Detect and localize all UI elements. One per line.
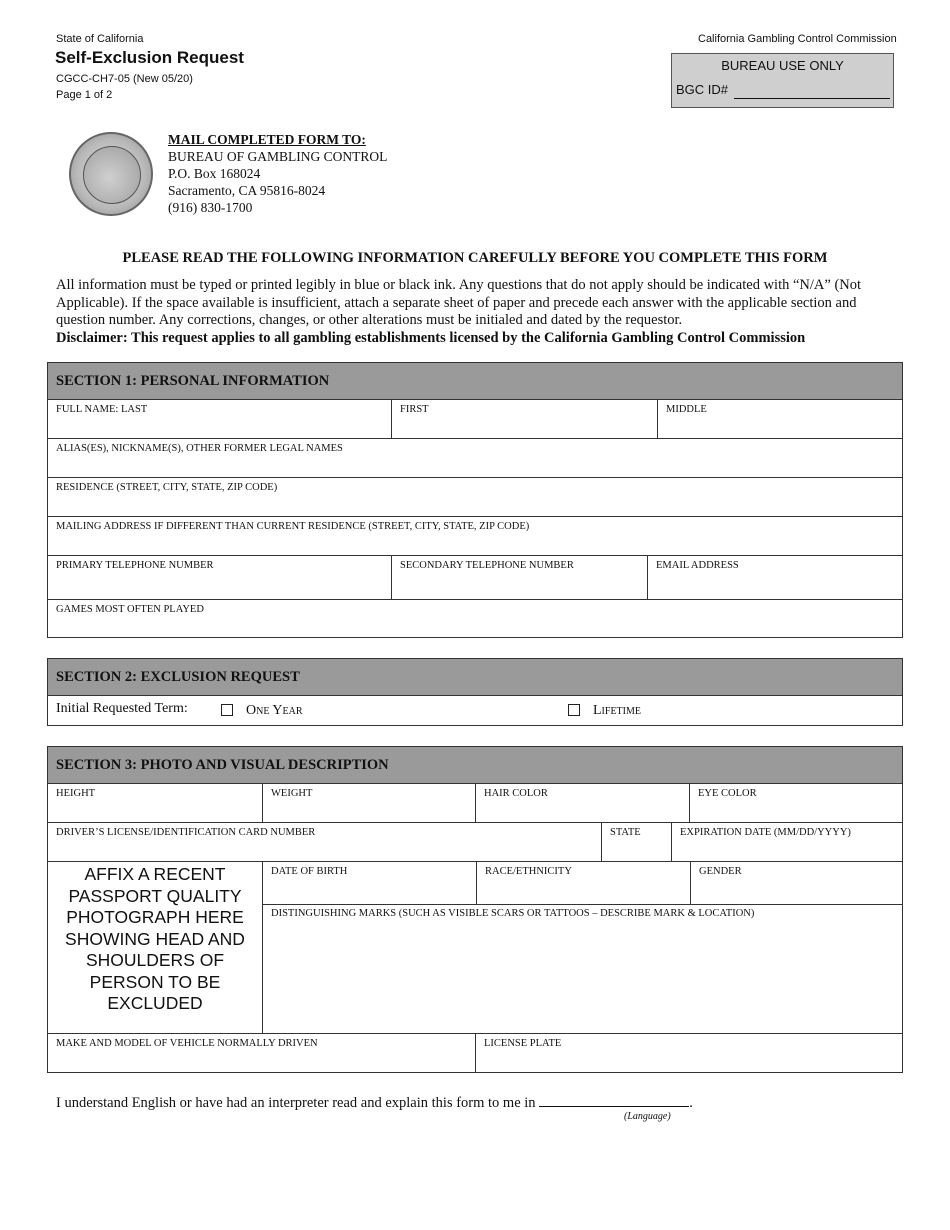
mail-line-2: P.O. Box 168024 bbox=[168, 166, 261, 181]
section-2-exclusion-request bbox=[47, 658, 903, 726]
language-caption: (Language) bbox=[624, 1111, 671, 1122]
section-1-personal-information bbox=[47, 362, 903, 638]
games-row bbox=[48, 600, 902, 637]
one-year-label: One Year bbox=[246, 703, 303, 718]
license-row bbox=[48, 823, 902, 862]
lifetime-label: Lifetime bbox=[593, 703, 641, 718]
language-statement-end: . bbox=[689, 1095, 693, 1111]
date-of-birth-field[interactable]: DATE OF BIRTH bbox=[271, 866, 348, 877]
secondary-phone-field[interactable]: SECONDARY TELEPHONE NUMBER bbox=[391, 556, 647, 599]
license-number-field[interactable]: DRIVER’S LICENSE/IDENTIFICATION CARD NUMBER bbox=[56, 827, 316, 838]
disclaimer: Disclaimer: This request applies to all gambling establishments licensed by the California Gambling Control Commission bbox=[56, 329, 806, 346]
mailing-address-field[interactable]: MAILING ADDRESS IF DIFFERENT THAN CURRENT RESIDENCE (STREET, CITY, STATE, ZIP CODE) bbox=[56, 521, 530, 532]
residence-row bbox=[48, 478, 902, 517]
eye-color-field[interactable]: EYE COLOR bbox=[689, 784, 902, 822]
mail-line-4: (916) 830-1700 bbox=[168, 200, 253, 215]
vehicle-make-model-field[interactable]: MAKE AND MODEL OF VEHICLE NORMALLY DRIVEN bbox=[56, 1038, 318, 1049]
race-ethnicity-field[interactable]: RACE/ETHNICITY bbox=[476, 862, 690, 904]
alias-row bbox=[48, 439, 902, 478]
mail-heading: MAIL COMPLETED FORM TO: bbox=[168, 132, 366, 147]
email-field[interactable]: EMAIL ADDRESS bbox=[647, 556, 902, 599]
bureau-use-box bbox=[671, 53, 894, 108]
form-number: CGCC-CH7-05 (New 05/20) bbox=[56, 73, 193, 85]
bureau-use-label: BUREAU USE ONLY bbox=[721, 58, 844, 73]
weight-field[interactable]: WEIGHT bbox=[262, 784, 475, 822]
term-label: Initial Requested Term: bbox=[56, 701, 188, 716]
lifetime-checkbox[interactable] bbox=[568, 704, 580, 716]
gender-field[interactable]: GENDER bbox=[690, 862, 902, 904]
name-row bbox=[48, 400, 902, 439]
page-number: Page 1 of 2 bbox=[56, 89, 113, 101]
language-statement-text: I understand English or have had an interpreter read and explain this form to me in bbox=[56, 1095, 536, 1111]
phone-row bbox=[48, 556, 902, 600]
language-statement bbox=[56, 1094, 693, 1112]
last-name-field[interactable]: FULL NAME: LAST bbox=[56, 404, 148, 415]
alias-field[interactable]: ALIAS(ES), NICKNAME(S), OTHER FORMER LEGAL NAMES bbox=[56, 443, 343, 454]
distinguishing-marks-field[interactable]: DISTINGUISHING MARKS (SUCH AS VISIBLE SCARS OR TATTOOS – DESCRIBE MARK & LOCATION) bbox=[271, 908, 755, 919]
height-field[interactable]: HEIGHT bbox=[56, 788, 96, 799]
state-label: State of California bbox=[56, 33, 144, 45]
hair-color-field[interactable]: HAIR COLOR bbox=[475, 784, 689, 822]
games-played-field[interactable]: GAMES MOST OFTEN PLAYED bbox=[56, 604, 204, 615]
instructions-paragraph bbox=[56, 277, 901, 347]
section-3-title: SECTION 3: PHOTO AND VISUAL DESCRIPTION bbox=[48, 747, 902, 784]
mail-address-block bbox=[168, 131, 387, 216]
primary-phone-field[interactable]: PRIMARY TELEPHONE NUMBER bbox=[56, 560, 214, 571]
one-year-checkbox[interactable] bbox=[221, 704, 233, 716]
photo-side-block bbox=[262, 862, 902, 1033]
first-name-field[interactable]: FIRST bbox=[391, 400, 657, 438]
section-2-title: SECTION 2: EXCLUSION REQUEST bbox=[48, 659, 902, 696]
section-1-title: SECTION 1: PERSONAL INFORMATION bbox=[48, 363, 902, 400]
physical-row bbox=[48, 784, 902, 823]
residence-field[interactable]: RESIDENCE (STREET, CITY, STATE, ZIP CODE) bbox=[56, 482, 278, 493]
dob-race-gender-row bbox=[263, 862, 902, 905]
california-seal-icon bbox=[69, 132, 153, 216]
middle-name-field[interactable]: MIDDLE bbox=[657, 400, 902, 438]
language-field[interactable] bbox=[539, 1094, 689, 1107]
bgc-id-label: BGC ID# bbox=[676, 82, 729, 97]
section-3-photo-description bbox=[47, 746, 903, 1073]
license-plate-field[interactable]: LICENSE PLATE bbox=[475, 1034, 902, 1073]
term-row bbox=[48, 696, 902, 725]
photo-area[interactable]: AFFIX A RECENT PASSPORT QUALITY PHOTOGRAPH HERE SHOWING HEAD AND SHOULDERS OF PERSON TO BE EXCLUDED bbox=[65, 864, 245, 1013]
form-title: Self-Exclusion Request bbox=[55, 48, 244, 67]
vehicle-row bbox=[48, 1034, 902, 1073]
agency-name: California Gambling Control Commission bbox=[698, 33, 897, 45]
mailing-row bbox=[48, 517, 902, 556]
photo-row bbox=[48, 862, 902, 1034]
expiration-date-field[interactable]: EXPIRATION DATE (MM/DD/YYYY) bbox=[671, 823, 902, 861]
instructions-heading: PLEASE READ THE FOLLOWING INFORMATION CAREFULLY BEFORE YOU COMPLETE THIS FORM bbox=[122, 250, 828, 266]
bgc-id-field[interactable] bbox=[734, 98, 890, 99]
license-state-field[interactable]: STATE bbox=[601, 823, 671, 861]
mail-line-1: BUREAU OF GAMBLING CONTROL bbox=[168, 149, 388, 164]
mail-line-3: Sacramento, CA 95816-8024 bbox=[168, 183, 326, 198]
instructions-body: All information must be typed or printed legibly in blue or black ink. Any questions that do not apply should be indicated with “N/A” (Not Applicable). If the space available is insufficient, attach a separate sheet of paper and precede each answer with the applicable section and question number. Any corrections, changes, or other alterations must be initialed and dated by the requestor. bbox=[56, 277, 862, 328]
